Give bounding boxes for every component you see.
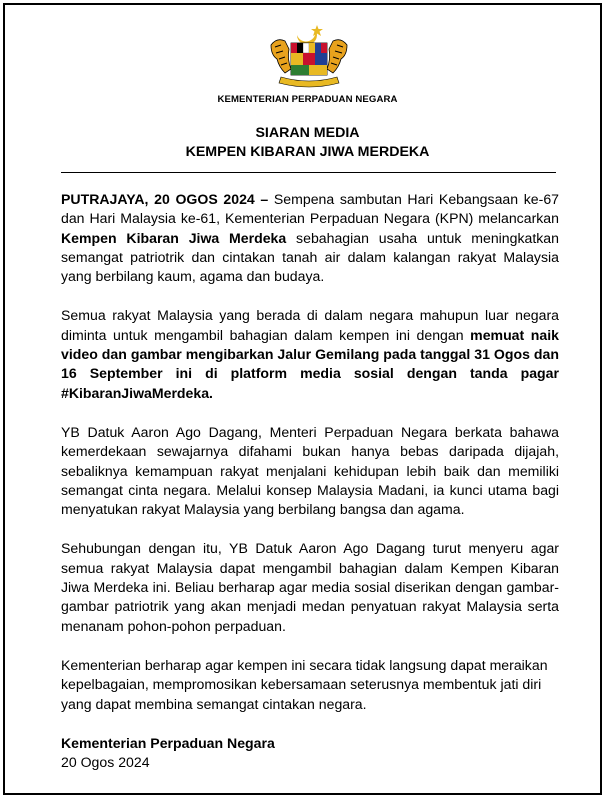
paragraph-1-text-b: sebahagian usaha untuk meningkatkan semangat patriotrik dan cintakan tanah air dalam kalangan rakyat Malaysia yang berbilang kaum, agama dan budaya. <box>61 229 559 285</box>
document-page <box>3 3 602 795</box>
malaysia-coat-of-arms-logo <box>267 23 351 91</box>
signature-date: 20 Ogos 2024 <box>61 754 150 771</box>
campaign-name: Kempen Kibaran Jiwa Merdeka <box>61 229 287 246</box>
paragraph-2-bold: memuat naik video dan gambar mengibarkan Jalur Gemilang pada tanggal 31 Ogos dan 16 September ini di platform media sosial dengan tanda pagar #KibaranJiwaMerdeka. <box>61 326 559 401</box>
paragraph-2 <box>61 306 559 402</box>
paragraph-1 <box>61 190 559 286</box>
paragraph-1-text-a: Sempena sambutan Hari Kebangsaan ke-67 dan Hari Malaysia ke-61, Kementerian Perpaduan Negara (KPN) melancarkan <box>61 191 559 227</box>
document-subtitle: KEMPEN KIBARAN JIWA MERDEKA <box>185 144 430 160</box>
ministry-name: KEMENTERIAN PERPADUAN NEGARA <box>217 94 398 105</box>
signature-block <box>61 734 559 773</box>
paragraph-3: YB Datuk Aaron Ago Dagang, Menteri Perpaduan Negara berkata bahawa kemerdekaan sewajarnya difahami bukan hanya bebas daripada dijajah, sebaliknya kemampuan rakyat menjalani kehidupan lebih baik dan memiliki semangat cinta negara. Melalui konsep Malaysia Madani, ia kunci utama bagi menyatukan rakyat Malaysia yang berbilang bangsa dan agama. <box>61 423 559 518</box>
title-divider <box>61 172 556 173</box>
paragraph-5: Kementerian berharap agar kempen ini secara tidak langsung dapat meraikan kepelbagaian, mempromosikan kebersamaan seterusnya membentuk jati diri yang dapat membina semangat cintakan negara. <box>61 656 548 712</box>
document-title: SIARAN MEDIA <box>255 125 360 141</box>
paragraph-2-text: Semua rakyat Malaysia yang berada di dalam negara mahupun luar negara diminta untuk mengambil bahagian dalam kempen ini dengan <box>61 307 559 343</box>
dateline: PUTRAJAYA, 20 OGOS 2024 – <box>61 191 269 207</box>
paragraph-4: Sehubungan dengan itu, YB Datuk Aaron Ago Dagang turut menyeru agar semua rakyat Malaysia dapat mengambil bahagian dalam Kempen Kibaran Jiwa Merdeka ini. Beliau berharap agar media sosial diserikan dengan gambar-gambar patriotrik yang akan menjadi medan penyatuan rakyat Malaysia serta menanam pohon-pohon perpaduan. <box>61 540 559 634</box>
press-release-body <box>61 190 559 792</box>
signature-org: Kementerian Perpaduan Negara <box>61 734 275 751</box>
